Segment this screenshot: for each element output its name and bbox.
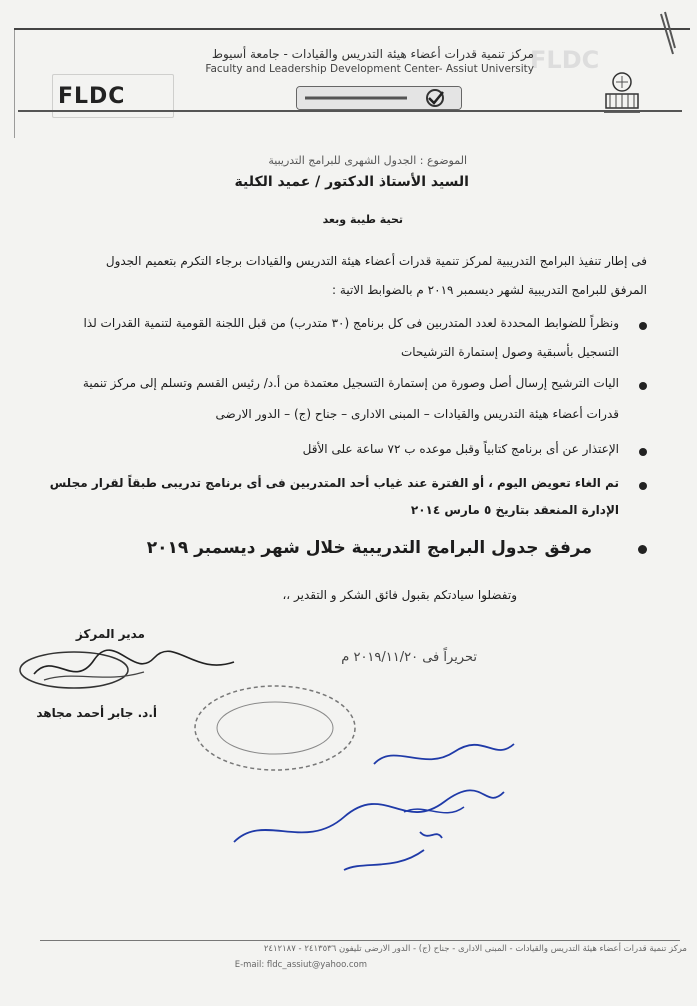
header-center-name-ar: مركز تنمية قدرات أعضاء هيئة التدريس والقيادات - جامعة أسيوط: [211, 47, 534, 61]
logo-watermark: FLDC: [530, 46, 600, 74]
quality-badge-icon: [296, 86, 462, 110]
director-name: أ.د. جابر أحمد مجاهد: [36, 706, 157, 720]
letter-date: تحريراً فى ٢٠١٩/١١/٢٠ م: [341, 650, 477, 665]
bullet-icon: [639, 448, 647, 456]
bullet-icon: [639, 482, 647, 490]
fldc-logo: FLDC: [58, 84, 126, 109]
header-center-name-en: Faculty and Leadership Development Center- Assiut University: [205, 63, 534, 75]
bullet-2-line-1: اليات الترشيح إرسال أصل وصورة من إستمارة التسجيل معتمدة من أ.د/ رئيس القسم وتسلم إلى مركز تنمية: [82, 376, 619, 390]
paper-clip-icon: [655, 8, 679, 60]
bullet-4-line-1: تم الغاء تعويض اليوم ، أو الفترة عند غياب أحد المتدربين فى أى برنامج تدريبى طبقاً لقرار مجلس: [49, 476, 619, 490]
bullet-icon: [638, 545, 647, 554]
letter-greeting: تحية طيبة وبعد: [322, 213, 403, 226]
bullet-3-line-1: الإعتذار عن أى برنامج كتابياً وقبل موعده ب ٧٢ ساعة على الأقل: [302, 442, 619, 456]
attachment-note: مرفق جدول البرامج التدريبية خلال شهر ديسمبر ٢٠١٩: [146, 538, 592, 558]
bullet-icon: [639, 382, 647, 390]
director-title: مدير المركز: [75, 627, 145, 641]
bullet-4-line-2: الإدارة المنعقد بتاريخ ٥ مارس ٢٠١٤: [410, 503, 619, 517]
bullet-2-line-2: قدرات أعضاء هيئة التدريس والقيادات – المبنى الادارى – جناح (ج) – الدور الارضى: [215, 407, 619, 421]
bullet-icon: [639, 322, 647, 330]
left-border: [14, 28, 15, 138]
intro-line-1: فى إطار تنفيذ البرامج التدريبية لمركز تنمية قدرات أعضاء هيئة التدريس والقيادات برجاء التكرم بتعميم الجدول: [105, 254, 647, 268]
footer-email: E-mail: fldc_assiut@yahoo.com: [234, 960, 367, 970]
bullet-1-line-2: التسجيل بأسبقية وصول إستمارة الترشيحات: [400, 345, 619, 359]
intro-line-2: المرفق للبرامج التدريبية لشهر ديسمبر ٢٠١٩ م بالضوابط الاتية :: [332, 283, 647, 297]
closing-line: وتفضلوا سيادتكم بقبول فائق الشكر و التقدير ،،: [282, 588, 517, 602]
letter-addressee: السيد الأستاذ الدكتور / عميد الكلية: [234, 174, 469, 190]
handwritten-note-icon: [224, 732, 524, 882]
footer-address: مركز تنمية قدرات أعضاء هيئة التدريس والقيادات - المبنى الادارى - جناح (ج) - الدور الارضى تليفون ٢٤١٣٥٣٦ - ٢٤١٢١٨٧: [263, 944, 687, 954]
header-rule: [18, 110, 682, 112]
footer-rule: [40, 940, 680, 941]
top-border: [14, 28, 690, 30]
bullet-1-line-1: ونظراً للضوابط المحددة لعدد المتدربين فى كل برنامج (٣٠ متدرب) من قبل اللجنة القومية لتنمية القدرات لذا: [83, 316, 619, 330]
letter-subject: الموضوع : الجدول الشهرى للبرامج التدريبية: [268, 154, 467, 167]
university-seal-icon: [598, 68, 646, 116]
